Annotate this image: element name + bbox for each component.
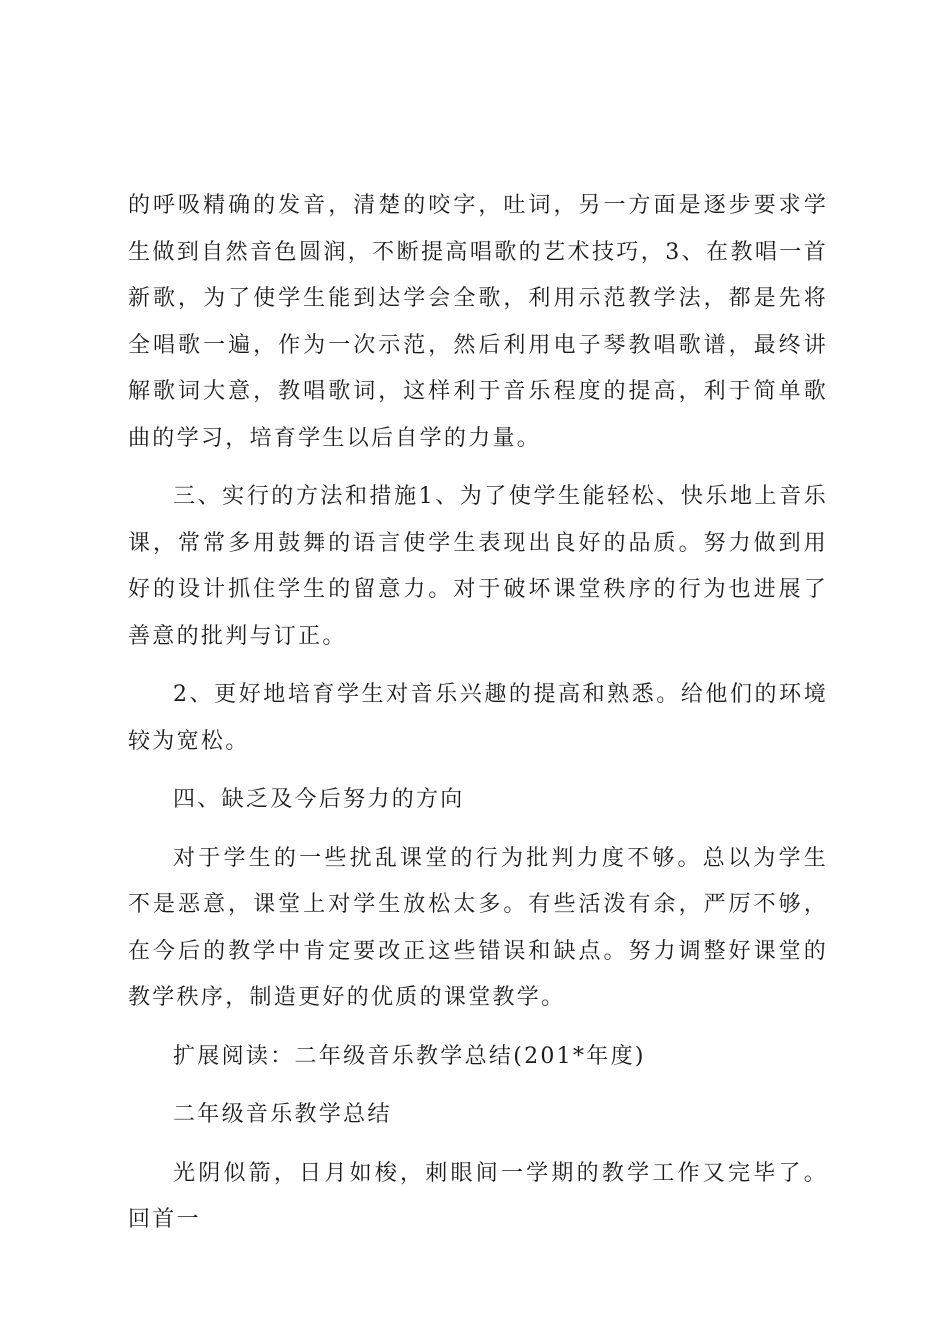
paragraph-music-interest: 2、更好地培育学生对音乐兴趣的提高和熟悉。给他们的环境较为宽松。 <box>128 682 828 754</box>
extended-reading-line: 扩展阅读：二年级音乐教学总结(201*年度) <box>173 1043 646 1069</box>
paragraph-semester-opening: 光阴似箭，日月如梭，刺眼间一学期的教学工作又完毕了。回首一 <box>128 1160 828 1232</box>
subtitle-grade-two-summary: 二年级音乐教学总结 <box>173 1102 392 1127</box>
paragraph-continued-singing-technique: 的呼吸精确的发音，清楚的咬字，吐词，另一方面是逐步要求学生做到自然音色圆润，不断提高唱歌的艺术技巧，3、在教唱一首新歌，为了使学生能到达学会全歌，利用示范教学法，都是先将全唱歌一遍，作为一次示范，然后利用电子琴教唱歌谱，最终讲解歌词大意，教唱歌词，这样利于音乐程度的提高，利于简单歌曲的学习，培育学生以后自学的力量。 <box>128 193 828 451</box>
paragraph-methods-and-measures: 三、实行的方法和措施1、为了使学生能轻松、快乐地上音乐课，常常多用鼓舞的语言使学生表现出良好的品质。努力做到用好的设计抓住学生的留意力。对于破坏课堂秩序的行为也进展了善意的批判与订正。 <box>128 484 828 649</box>
paragraph-shortcomings: 对于学生的一些扰乱课堂的行为批判力度不够。总以为学生不是恶意，课堂上对学生放松太多。有些活泼有余，严厉不够，在今后的教学中肯定要改正这些错误和缺点。努力调整好课堂的教学秩序，制造更好的优质的课堂教学。 <box>128 845 828 1010</box>
section-heading-shortcomings: 四、缺乏及今后努力的方向 <box>173 787 465 812</box>
document-body <box>128 183 828 1244</box>
